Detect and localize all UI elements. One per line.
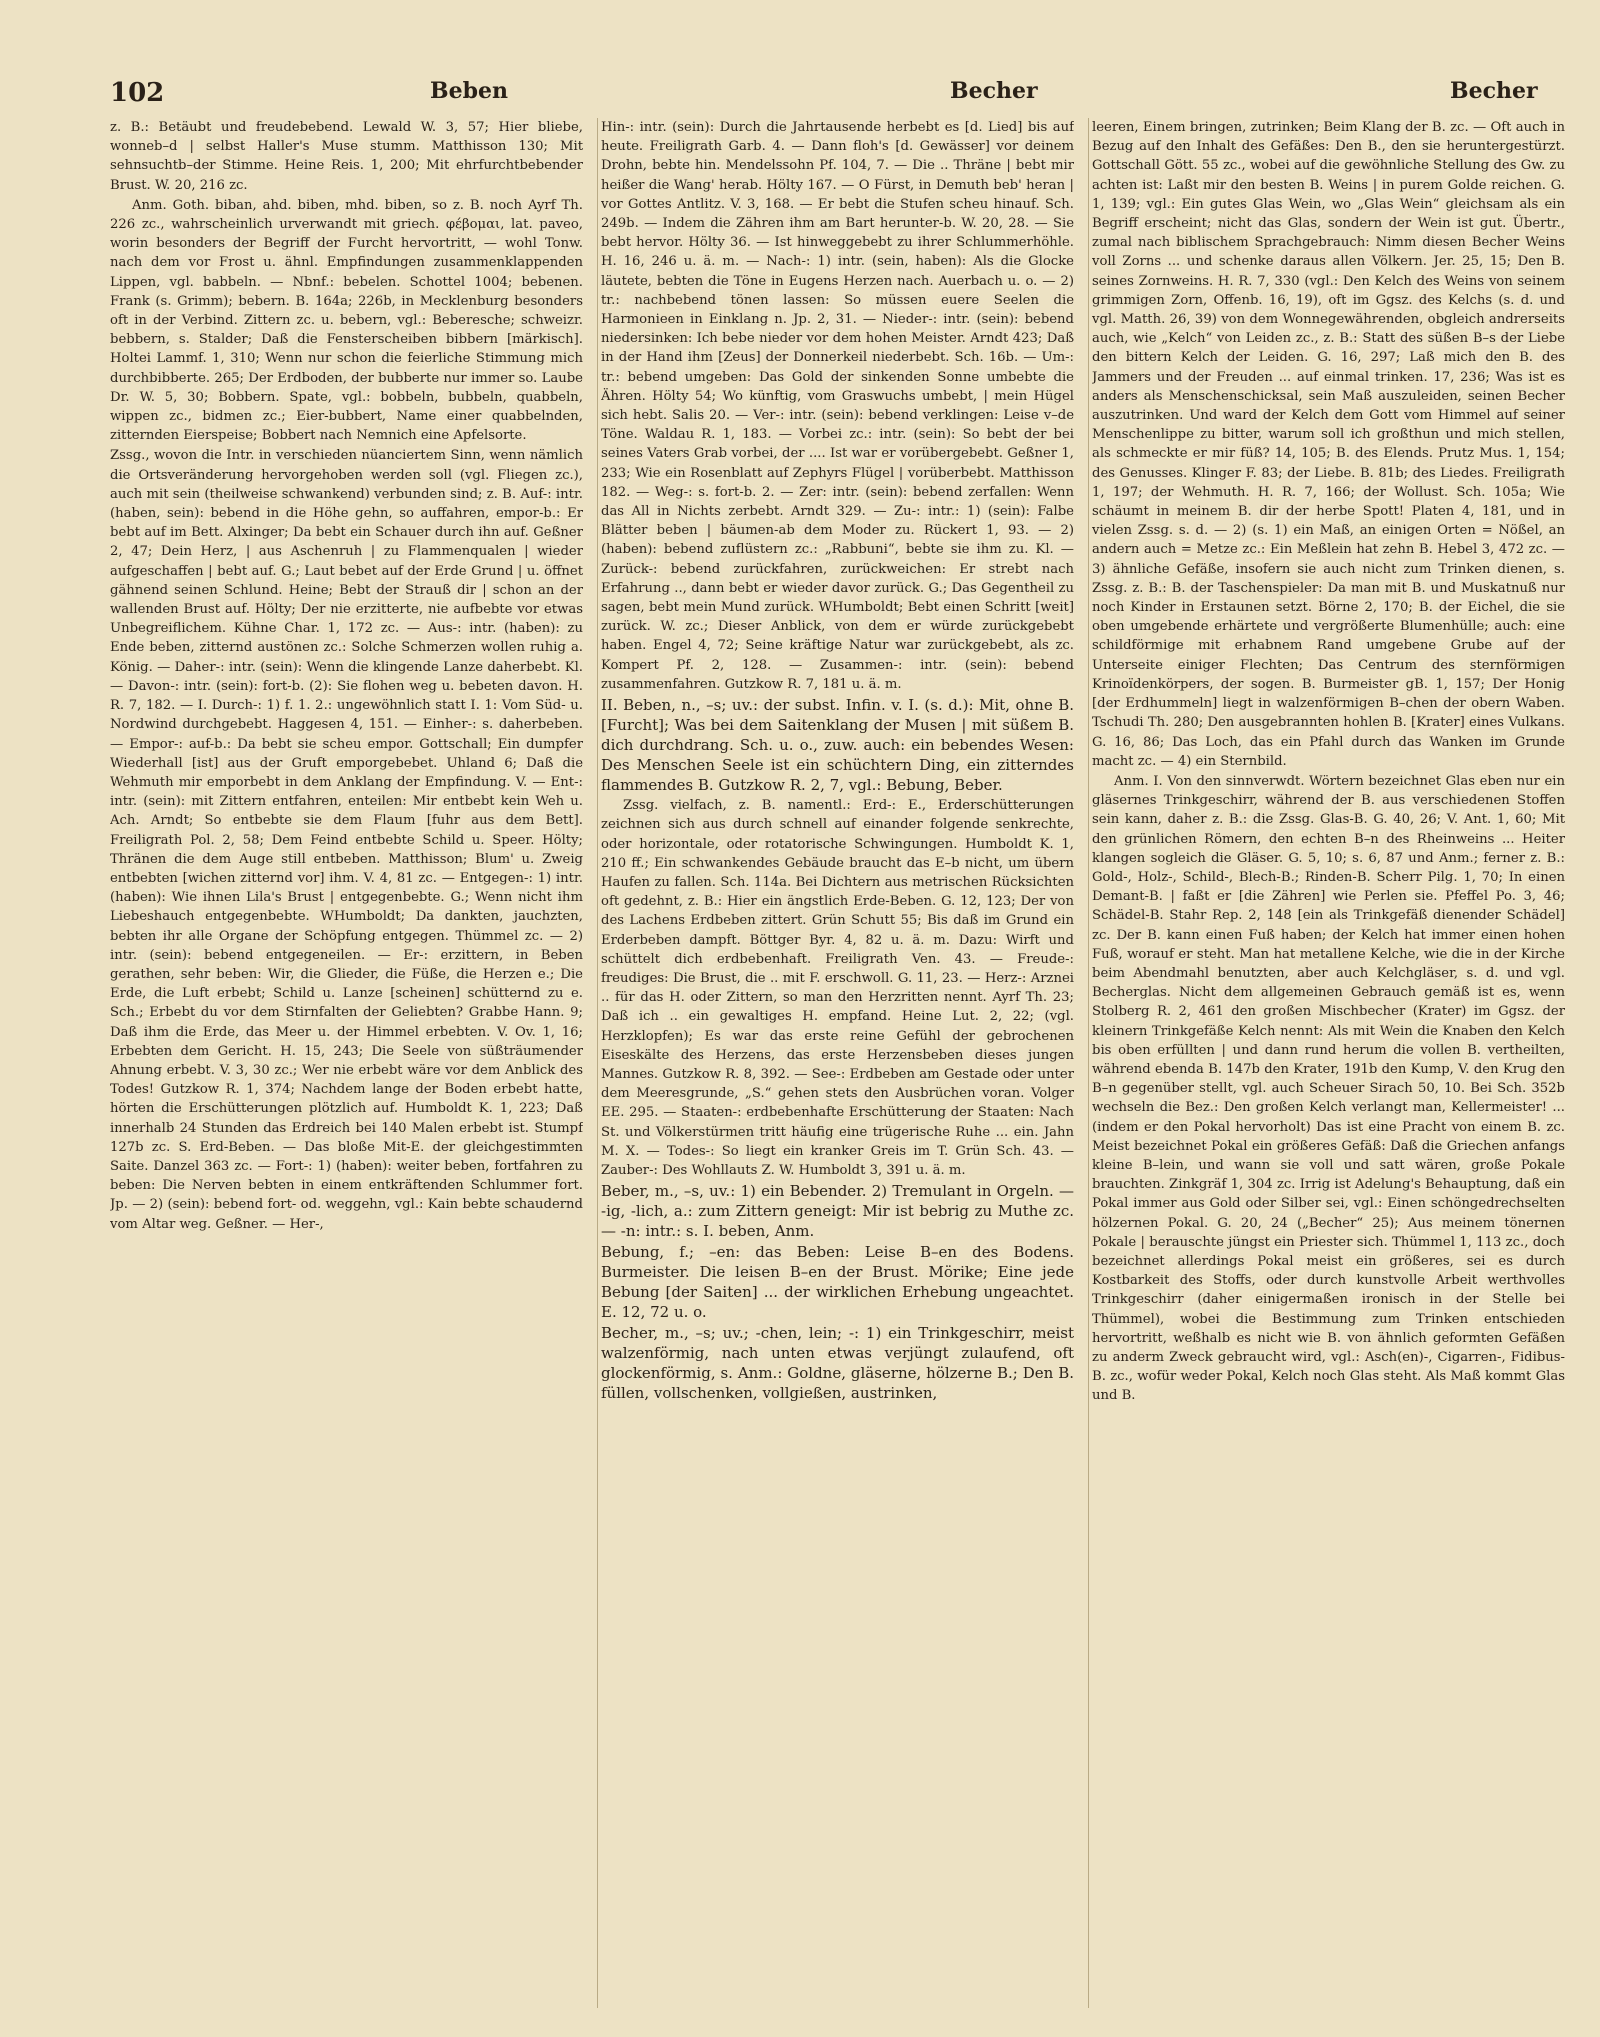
page-number: 102 <box>110 78 165 108</box>
running-head-left: Beben <box>430 78 508 104</box>
dictionary-entry: Beber, m., –s, uv.: 1) ein Bebender. 2) Tremulant in Orgeln. — -ig, -lich, a.: zum Zittern geneigt: Mir ist bebrig zu Muthe zc. — -n: intr.: s. I. beben, Anm. <box>601 1182 1074 1241</box>
paragraph: Anm. I. Von den sinnverwdt. Wörtern bezeichnet Glas eben nur ein gläsernes Trinkgeschirr, während der B. aus verschiedenen Stoffen sein kann, daher z. B.: die Zssg. Glas-B. G. 40, 26; V. Ant. 1, 60; Mit den grünlichen Römern, den echten B–n des Rheinweins ... Heiter klangen sogleich die Gläser. G. 5, 10; s. 6, 87 und Anm.; ferner z. B.: Gold-, Holz-, Schild-, Blech-B.; Rinden-B. Scherr Pilg. 1, 70; In einen Demant-B. | faßt er [die Zähren] wie Perlen sie. Pfeffel Po. 3, 46; Schädel-B. Stahr Rep. 2, 148 [ein als Trinkgefäß dienender Schädel] zc. Der B. kann einen Fuß haben; der Kelch hat immer einen hohen Fuß, worauf er steht. Man hat metallene Kelche, wie die in der Kirche beim Abendmahl benutzten, aber auch Kelchgläser, s. d. und vgl. Becherglas. Nicht dem allgemeinen Gebrauch gemäß ist es, wenn Stolberg R. 2, 461 den großen Mischbecher (Krater) im Ggsz. der kleinern Trinkgefäße Kelch nennt: Als mit Wein die Knaben den Kelch bis oben erfüllten | und dann rund herum die vollen B. vertheilten, während ebenda B. 147b den Krater, 191b den Kump, V. den Krug den B–n gegenüber stellt, vgl. auch Scheuer Sirach 50, 10. Bei Sch. 352b wechseln die Bez.: Den großen Kelch verlangt man, Kellermeister! ... (indem er den Pokal hervorholt) Das ist eine Pracht von einem B. zc. Meist bezeichnet Pokal ein größeres Gefäß: Daß die Griechen anfangs kleine B–lein, und wann sie voll und satt wären, große Pokale brauchten. Zinkgräf 1, 304 zc. Irrig ist Adelung's Behauptung, daß ein Pokal immer aus Gold oder Silber sei, vgl.: Einen schöngedrechselten hölzernen Pokal. G. 20, 24 („Becher“ 25); Aus meinem tönernen Pokale | berauschte jüngst ein Priester sich. Thümmel 1, 113 zc., doch bezeichnet allerdings Pokal meist ein größeres, sei es durch Kostbarkeit des Stoffs, oder durch kunstvolle Arbeit werthvolles Trinkgeschirr (daher einigermaßen ironisch in der Stelle bei Thümmel), wobei die Bestimmung zum Trinken entschieden hervortritt, weßhalb es nicht wie B. von ähnlich geformten Gefäßen zu anderm Zweck gebraucht wird, vgl.: Asch(en)-, Cigarren-, Fidibus-B. zc., wofür weder Pokal, Kelch noch Glas steht. Als Maß kommt Glas und B. <box>1092 773 1565 1404</box>
running-head-center: Becher <box>950 78 1038 104</box>
column-middle <box>601 118 1074 2018</box>
paragraph: Anm. Goth. biban, ahd. biben, mhd. biben, so z. B. noch Ayrf Th. 226 zc., wahrscheinlich urverwandt mit griech. φέβομαι, lat. paveo, worin besonders der Begriff der Furcht hervortritt, — wohl Tonw. nach dem vor Frost u. ähnl. Empfindungen zusammenklappenden Lippen, vgl. babbeln. — Nbnf.: bebelen. Schottel 1004; bebenen. Frank (s. Grimm); bebern. B. 164a; 226b, in Mecklenburg besonders oft in der Verbind. Zittern zc. u. bebern, vgl.: Beberesche; schweizr. bebbern, s. Stalder; Daß die Fensterscheiben bibbern [märkisch]. Holtei Lammf. 1, 310; Wenn nur schon die feierliche Stimmung mich durchbibberte. 265; Der Erdboden, der bubberte nur immer so. Laube Dr. W. 5, 30; Bobbern. Spate, vgl.: bobbeln, bubbeln, quabbeln, wippen zc., bidmen zc.; Eier-bubbert, Name einer quabbelnden, zitternden Eierspeise; Bobbert nach Nemnich eine Apfelsorte. <box>110 197 583 444</box>
running-head-right: Becher <box>1450 78 1538 104</box>
dictionary-entry: Becher, m., –s; uv.; -chen, lein; -: 1) ein Trinkgeschirr, meist walzenförmig, nach unten etwas verjüngt zulaufend, oft glockenförmig, s. Anm.: Goldne, gläserne, hölzerne B.; Den B. füllen, vollschenken, vollgießen, austrinken, <box>601 1324 1074 1403</box>
text-columns <box>110 118 1565 2018</box>
column-right <box>1092 118 1565 2018</box>
paragraph: leeren, Einem bringen, zutrinken; Beim Klang der B. zc. — Oft auch in Bezug auf den Inhalt des Gefäßes: Den B., den sie heruntergestürzt. Gottschall Gött. 55 zc., wobei auf die gewöhnliche Stellung des Gw. zu achten ist: Laßt mir den besten B. Weins | in purem Golde reichen. G. 1, 139; vgl.: Ein gutes Glas Wein, wo „Glas Wein“ gleichsam als ein Begriff erscheint; nicht das Glas, sondern der Wein ist gut. Übertr., zumal nach biblischem Sprachgebrauch: Nimm diesen Becher Weins voll Zorns ... und schenke daraus allen Völkern. Jer. 25, 15; Den B. seines Zornweins. H. R. 7, 330 (vgl.: Den Kelch des Weins von seinem grimmigen Zorn, Offenb. 16, 19), oft im Ggsz. des Kelchs (s. d. und vgl. Matth. 26, 39) von dem Wonnegewährenden, obgleich andrerseits auch, wie „Kelch“ von Leiden zc., z. B.: Statt des süßen B–s der Liebe den bittern Kelch der Leiden. G. 16, 297; Laß mich den B. des Jammers und der Freuden ... auf einmal trinken. 17, 236; Was ist es anders als Menschenschicksal, sein Maß auszuleiden, seinen Becher auszutrinken. Und ward der Kelch dem Gott vom Himmel auf seiner Menschenlippe zu bitter, warum soll ich großthun und mich stellen, als schmeckte er mir füß? 14, 105; B. des Elends. Prutz Mus. 1, 154; des Genusses. Klinger F. 83; der Liebe. B. 81b; des Liedes. Freiligrath 1, 197; der Wehmuth. H. R. 7, 166; der Wollust. Sch. 105a; Wie schäumt in meinem B. dir der herbe Spott! Platen 4, 181, und in vielen Zssg. s. d. — 2) (s. 1) ein Maß, an einigen Orten = Nößel, an andern auch = Metze zc.: Ein Meßlein hat zehn B. Hebel 3, 472 zc. — 3) ähnliche Gefäße, insofern sie auch nicht zum Trinken dienen, s. Zssg. z. B.: B. der Taschenspieler: Da man mit B. und Muskatnuß nur noch Kinder in Erstaunen setzt. Börne 2, 170; B. der Eichel, die sie oben umgebende erhärtete und vergrößerte Blumenhülle; auch: eine schildförmige mit erhabnem Rand umgebene Grube auf der Unterseite einiger Flechten; Das Centrum des sternförmigen Krinoïdenkörpers, der sogen. B. Burmeister gB. 1, 157; Der Honig [der Erdhummeln] liegt in walzenförmigen B–chen der obern Waben. Tschudi Th. 280; Den ausgebrannten hohlen B. [Krater] eines Vulkans. G. 16, 86; Das Loch, das ein Pfahl durch das Wanken im Grunde macht zc. — 4) ein Sternbild. <box>1092 120 1565 769</box>
page-header <box>110 78 1560 118</box>
paragraph: Zssg. vielfach, z. B. namentl.: Erd-: E., Erderschütterungen zeichnen sich aus durch schnell auf einander folgende senkrechte, oder horizontale, oder rotatorische Schwingungen. Humboldt K. 1, 210 ff.; Ein schwankendes Gebäude braucht das E–b nicht, um übern Haufen zu fallen. Sch. 114a. Bei Dichtern aus metrischen Rücksichten oft gedehnt, z. B.: Hier ein ängstlich Erde-Beben. G. 12, 123; Der von des Lachens Erdbeben zittert. Grün Schutt 55; Bis daß im Grund ein Erderbeben dampft. Böttger Byr. 4, 82 u. ä. m. Dazu: Wirft und schüttelt dich erdbebenhaft. Freiligrath Ven. 43. — Freude-: freudiges: Die Brust, die .. mit F. erschwoll. G. 11, 23. — Herz-: Arznei .. für das H. oder Zittern, so man den Herzritten nennt. Ayrf Th. 23; Daß ich .. ein gewaltiges H. empfand. Heine Lut. 2, 22; (vgl. Herzklopfen); Es war das erste reine Gefühl der gebrochenen Eiseskälte des Herzens, das erste Herzensbeben dieses jungen Mannes. Gutzkow R. 8, 392. — See-: Erdbeben am Gestade oder unter dem Meeresgrunde, „S.“ gehen stets den Ausbrüchen voran. Volger EE. 295. — Staaten-: erdbebenhafte Erschütterung der Staaten: Nach St. und Völkerstürmen tritt häufig eine trügerische Ruhe ... ein. Jahn M. X. — Todes-: So liegt ein kranker Greis im T. Grün Sch. 43. — Zauber-: Des Wohllauts Z. W. Humboldt 3, 391 u. ä. m. <box>601 798 1074 1178</box>
paragraph: Hin-: intr. (sein): Durch die Jahrtausende herbebt es [d. Lied] bis auf heute. Freiligrath Garb. 4. — Dann floh's [d. Gewässer] vor deinem Drohn, bebte hin. Mendelssohn Pf. 104, 7. — Die .. Thräne | bebt mir heißer die Wang' herab. Hölty 167. — O Fürst, in Demuth beb' heran | vor Gottes Antlitz. V. 3, 168. — Er bebt die Stufen scheu hinauf. Sch. 249b. — Indem die Zähren ihm am Bart herunter-b. W. 20, 28. — Sie bebt hervor. Hölty 36. — Ist hinweggebebt zu ihrer Schlummerhöhle. H. 16, 246 u. ä. m. — Nach-: 1) intr. (sein, haben): Als die Glocke läutete, bebten die Töne in Eugens Herzen nach. Auerbach u. o. — 2) tr.: nachbebend tönen lassen: So müssen euere Seelen die Harmonieen in Einklang n. Jp. 2, 31. — Nieder-: intr. (sein): bebend niedersinken: Ich bebe nieder vor dem hohen Meister. Arndt 423; Daß in der Hand ihm [Zeus] der Donnerkeil niederbebt. Sch. 16b. — Um-: tr.: bebend umgeben: Das Gold der sinkenden Sonne umbebte die Ähren. Hölty 54; Wo künftig, vom Graswuchs umbebt, | mein Hügel sich hebt. Salis 20. — Ver-: intr. (sein): bebend verklingen: Leise v–de Töne. Waldau R. 1, 183. — Vorbei zc.: intr. (sein): So bebt der bei seines Vaters Grab vorbei, der .... Ist war er vorübergebebt. Geßner 1, 233; Wie ein Rosenblatt auf Zephyrs Flügel | vorüberbebt. Matthisson 182. — Weg-: s. fort-b. 2. — Zer: intr. (sein): bebend zerfallen: Wenn das All in Nichts zerbebt. Arndt 329. — Zu-: intr.: 1) (sein): Falbe Blätter beben | bäumen-ab dem Moder zu. Rückert 1, 93. — 2) (haben): bebend zuflüstern zc.: „Rabbuni“, bebte sie ihm zu. Kl. — Zurück-: bebend zurückfahren, zurückweichen: Er strebt nach Erfahrung .., dann bebt er wieder davor zurück. G.; Das Gegentheil zu sagen, bebt mein Mund zurück. WHumboldt; Bebt einen Schritt [weit] zurück. W. zc.; Dieser Anblick, von dem er würde zurückgebebt haben. Engel 4, 72; Seine kräftige Natur war zurückgebebt, als zc. Kompert Pf. 2, 128. — Zusammen-: intr. (sein): bebend zusammenfahren. Gutzkow R. 7, 181 u. ä. m. <box>601 120 1074 692</box>
dictionary-entry: II. Beben, n., –s; uv.: der subst. Infin. v. I. (s. d.): Mit, ohne B. [Furcht]; Was bei dem Saitenklang der Musen | mit süßem B. dich durchdrang. Sch. u. o., zuw. auch: ein bebendes Wesen: Des Menschen Seele ist ein schüchtern Ding, ein zitterndes flammendes B. Gutzkow R. 2, 7, vgl.: Bebung, Beber. <box>601 696 1074 795</box>
paragraph: z. B.: Betäubt und freudebebend. Lewald W. 3, 57; Hier bliebe, wonneb–d | selbst Haller's Muse stumm. Matthisson 130; Mit sehnsuchtb–der Stimme. Heine Reis. 1, 200; Mit ehrfurchtbebender Brust. W. 20, 216 zc. <box>110 120 583 193</box>
paragraph: Zssg., wovon die Intr. in verschieden nüanciertem Sinn, wenn nämlich die Ortsveränderung hervorgehoben werden soll (vgl. Fliegen zc.), auch mit sein (theilweise schwankend) verbunden sind; z. B. Auf-: intr. (haben, sein): bebend in die Höhe gehn, so auffahren, empor-b.: Er bebt auf im Bett. Alxinger; Da bebt ein Schauer durch ihn auf. Geßner 2, 47; Dein Herz, | aus Aschenruh | zu Flammenqualen | wieder aufgeschaffen | bebt auf. G.; Laut bebet auf der Erde Grund | u. öffnet gähnend seinen Schlund. Heine; Bebt der Strauß dir | schon an der wallenden Brust auf. Hölty; Der nie erzitterte, nie aufbebte vor etwas Unbegreiflichem. Kühne Char. 1, 172 zc. — Aus-: intr. (haben): zu Ende beben, zitternd austönen zc.: Solche Schmerzen wollen ruhig a. König. — Daher-: intr. (sein): Wenn die klingende Lanze daherbebt. Kl. — Davon-: intr. (sein): fort-b. (2): Sie flohen weg u. bebeten davon. H. R. 7, 182. — I. Durch-: 1) f. 1. 2.: ungewöhnlich statt I. 1: Vom Süd- u. Nordwind durchgebebt. Haggesen 4, 151. — Einher-: s. daherbeben. — Empor-: auf-b.: Da bebt sie scheu empor. Gottschall; Ein dumpfer Wiederhall [ist] aus der Gruft emporgebebet. Uhland 6; Daß die Wehmuth mir emporbebt in dem Anklang der Empfindung. V. — Ent-: intr. (sein): mit Zittern entfahren, enteilen: Mir entbebt kein Weh u. Ach. Arndt; So entbebte sie dem Flaum [fuhr aus dem Bett]. Freiligrath Pol. 2, 58; Dem Feind entbebte Schild u. Speer. Hölty; Thränen die dem Auge still entbeben. Matthisson; Blum' u. Zweig entbebten [wichen zitternd vor] ihm. V. 4, 81 zc. — Entgegen-: 1) intr. (haben): Wie ihnen Lila's Brust | entgegenbebte. G.; Wenn nicht ihm Liebeshauch entgegenbebte. WHumboldt; Da dankten, jauchzten, bebten ihr alle Organe der Schöpfung entgegen. Thümmel zc. — 2) intr. (sein): bebend entgegeneilen. — Er-: erzittern, in Beben gerathen, sehr beben: Wir, die Glieder, die Füße, die Herzen e.; Die Erde, die Luft erbebt; Schild u. Lanze [scheinen] schütternd zu e. Sch.; Erbebt du vor dem Stirnfalten der Geliebten? Grabbe Hann. 9; Daß ihm die Erde, das Meer u. der Himmel erbebten. V. Ov. 1, 16; Erbebten dem Gericht. H. 15, 243; Die Seele von süßträumender Ahnung erbebt. V. 3, 30 zc.; Wer nie erbebt wäre vor dem Anblick des Todes! Gutzkow R. 1, 374; Nachdem lange der Boden erbebt hatte, hörten die Erschütterungen plötzlich auf. Humboldt K. 1, 223; Daß innerhalb 24 Stunden das Erdreich bei 140 Malen erbebt ist. Stumpf 127b zc. S. Erd-Beben. — Das bloße Mit-E. der gleichgestimmten Saite. Danzel 363 zc. — Fort-: 1) (haben): weiter beben, fortfahren zu beben: Die Nerven bebten in einem entkräftenden Schlummer fort. Jp. — 2) (sein): bebend fort- od. weggehn, vgl.: Kain bebte schaudernd vom Altar weg. Geßner. — Her-, <box>110 448 583 1232</box>
dictionary-entry: Bebung, f.; –en: das Beben: Leise B–en des Bodens. Burmeister. Die leisen B–en der Brust. Mörike; Eine jede Bebung [der Saiten] ... der wirklichen Erhebung ungeachtet. E. 12, 72 u. o. <box>601 1243 1074 1322</box>
column-left <box>110 118 583 2018</box>
